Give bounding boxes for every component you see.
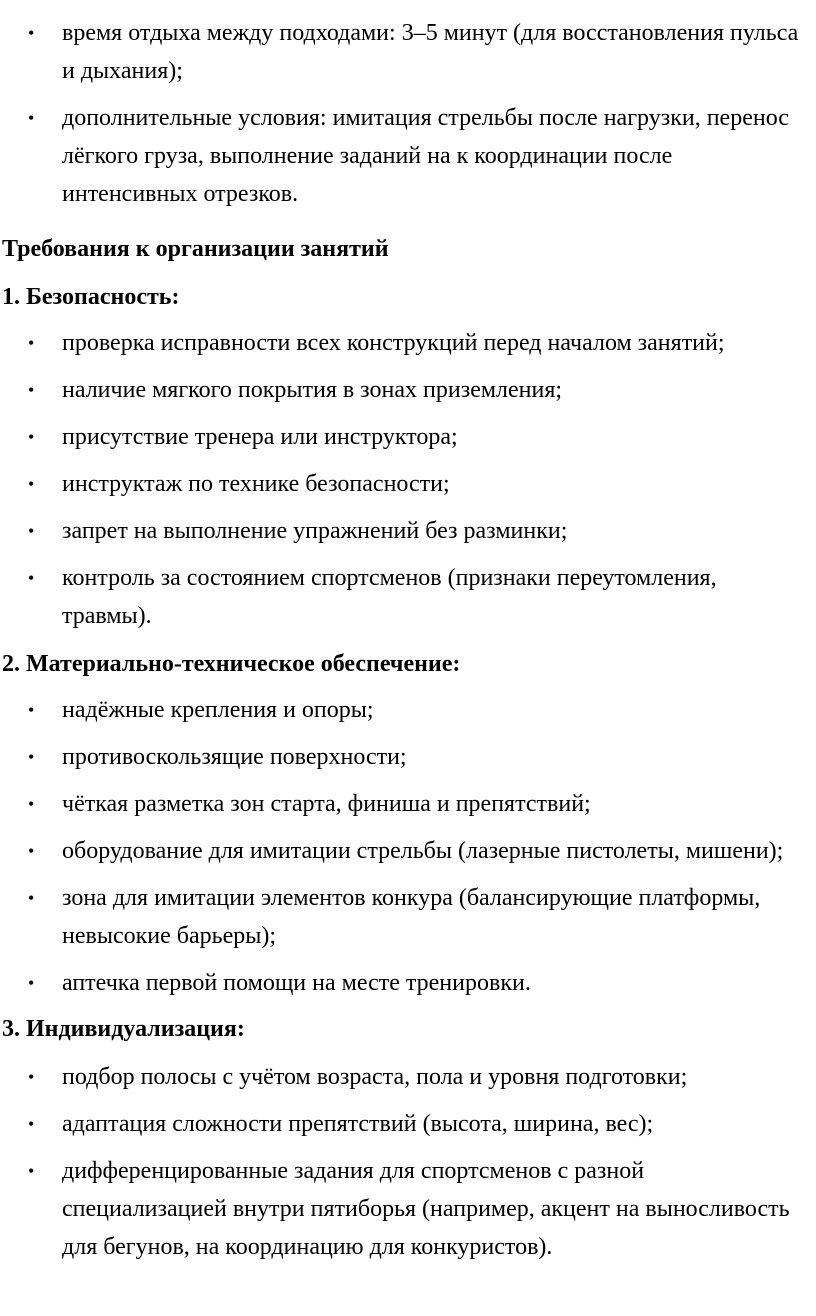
bullet-icon: • (28, 1067, 35, 1087)
list-item (0, 1152, 816, 1266)
list-item-text: надёжные крепления и опоры; (62, 697, 374, 723)
list-item-text: аптечка первой помощи на месте тренировки. (62, 970, 531, 996)
list-item-text: зона для имитации элементов конкура (балансирующие платформы, невысокие барьеры); (62, 885, 761, 949)
list-item-text: чёткая разметка зон старта, финиша и препятствий; (62, 791, 591, 817)
bullet-icon: • (28, 1161, 35, 1181)
list-item-text: дифференцированные задания для спортсменов с разной специализацией внутри пятиборья (например, акцент на выносливость для бегунов, на координацию для конкуристов). (62, 1158, 790, 1260)
list-item-text: присутствие тренера или инструктора; (62, 424, 458, 450)
safety-list (0, 324, 816, 635)
bullet-icon: • (28, 888, 35, 908)
bullet-icon: • (28, 973, 35, 993)
list-item (0, 832, 816, 870)
list-item-text: адаптация сложности препятствий (высота, ширина, вес); (62, 1111, 654, 1137)
list-item-text: подбор полосы с учётом возраста, пола и уровня подготовки; (62, 1064, 688, 1090)
equipment-list (0, 691, 816, 1002)
list-item (0, 879, 816, 955)
rest-conditions-list (0, 14, 816, 213)
list-item-text: запрет на выполнение упражнений без разминки; (62, 518, 568, 544)
list-item-text: контроль за состоянием спортсменов (признаки переутомления, травмы). (62, 565, 717, 629)
bullet-icon: • (28, 427, 35, 447)
list-item (0, 465, 816, 503)
bullet-icon: • (28, 700, 35, 720)
section-heading-equipment: 2. Материально-техническое обеспечение: (2, 651, 461, 677)
bullet-icon: • (28, 108, 35, 128)
list-item (0, 785, 816, 823)
list-item (0, 559, 816, 635)
list-item (0, 324, 816, 362)
bullet-icon: • (28, 474, 35, 494)
list-item-text: наличие мягкого покрытия в зонах приземления; (62, 377, 563, 403)
bullet-icon: • (28, 747, 35, 767)
list-item (0, 1105, 816, 1143)
list-item (0, 418, 816, 456)
list-item (0, 99, 816, 213)
list-item-text: дополнительные условия: имитация стрельбы после нагрузки, перенос лёгкого груза, выполнение заданий на к координации после интенсивных отрезков. (62, 105, 789, 207)
list-item-text: инструктаж по технике безопасности; (62, 471, 450, 497)
main-heading: Требования к организации занятий (2, 236, 389, 262)
list-item-text: время отдыха между подходами: 3–5 минут (для восстановления пульса и дыхания); (62, 20, 799, 84)
bullet-icon: • (28, 568, 35, 588)
list-item (0, 14, 816, 90)
bullet-icon: • (28, 380, 35, 400)
list-item (0, 512, 816, 550)
bullet-icon: • (28, 23, 35, 43)
individualization-list (0, 1058, 816, 1266)
bullet-icon: • (28, 841, 35, 861)
bullet-icon: • (28, 521, 35, 541)
bullet-icon: • (28, 794, 35, 814)
list-item-text: противоскользящие поверхности; (62, 744, 407, 770)
list-item (0, 691, 816, 729)
section-heading-individualization: 3. Индивидуализация: (2, 1016, 245, 1042)
bullet-icon: • (28, 1114, 35, 1134)
list-item (0, 964, 816, 1002)
list-item (0, 738, 816, 776)
list-item-text: проверка исправности всех конструкций перед началом занятий; (62, 330, 725, 356)
list-item (0, 371, 816, 409)
bullet-icon: • (28, 333, 35, 353)
section-heading-safety: 1. Безопасность: (2, 284, 180, 310)
list-item (0, 1058, 816, 1096)
list-item-text: оборудование для имитации стрельбы (лазерные пистолеты, мишени); (62, 838, 784, 864)
